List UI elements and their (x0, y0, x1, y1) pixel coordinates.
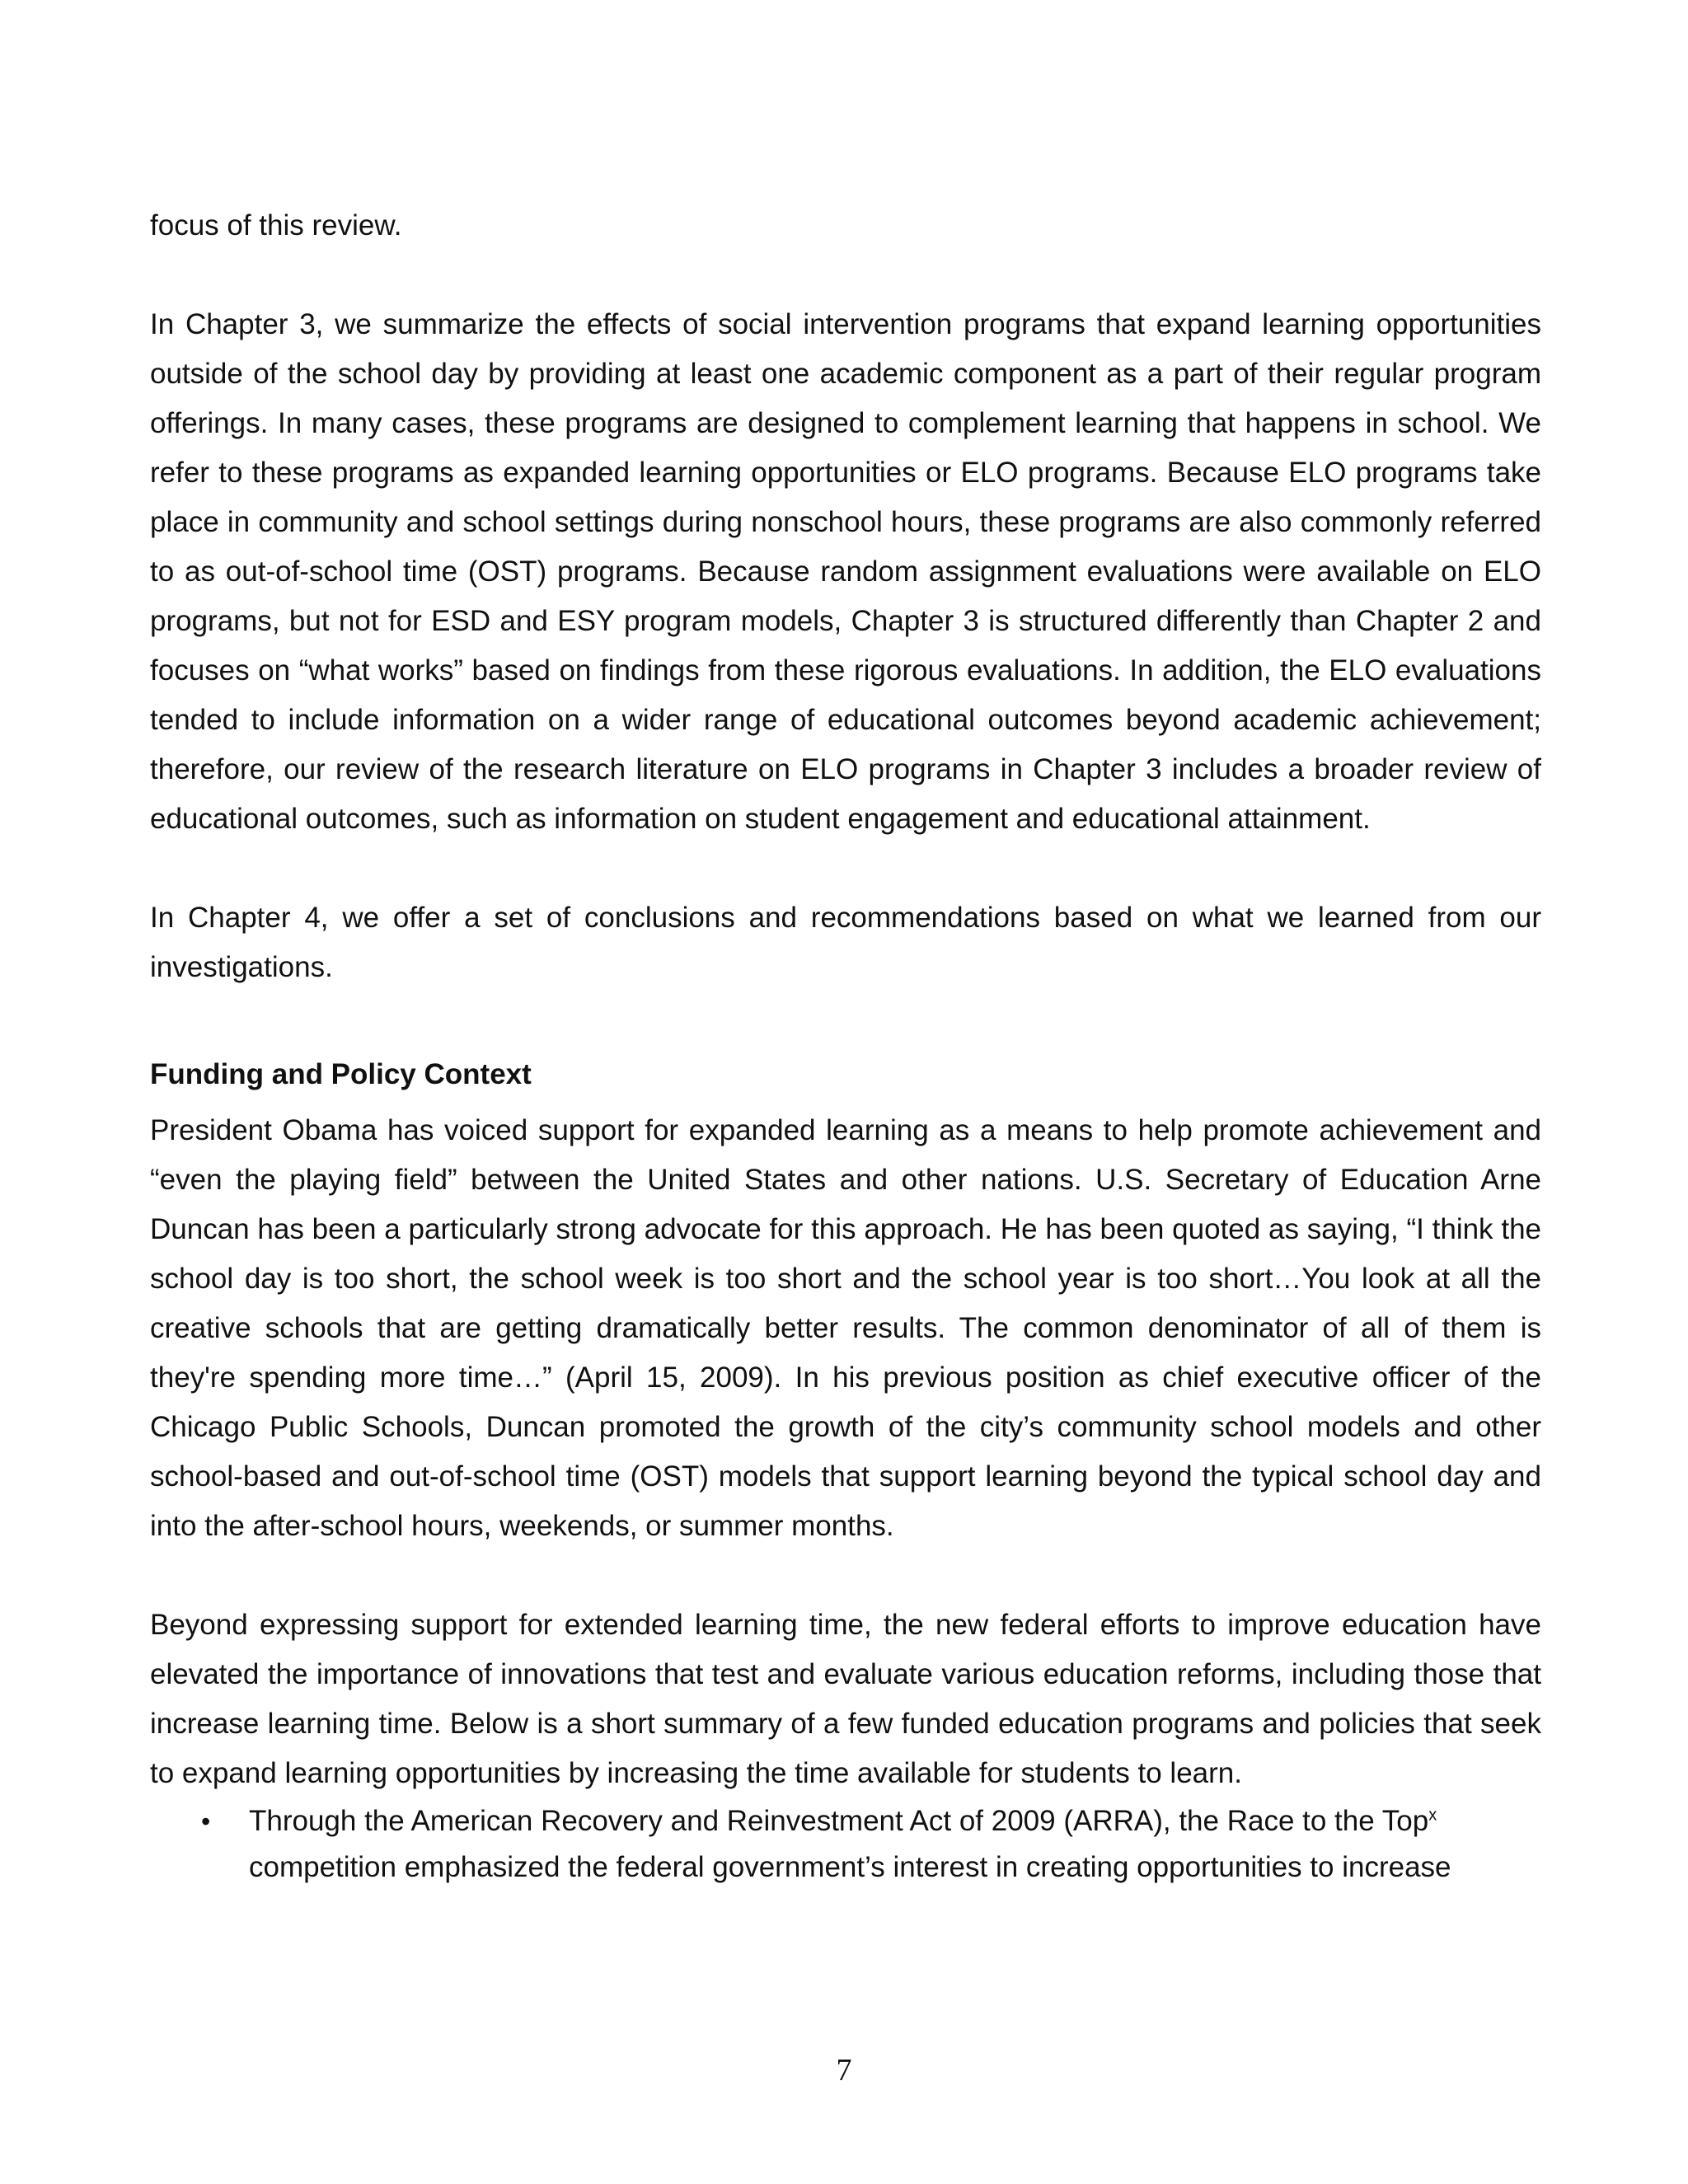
paragraph-continued: focus of this review. (150, 209, 402, 241)
bullet-marker: • (201, 1807, 211, 1836)
bullet-text-line-1: Through the American Recovery and Reinvestment Act of 2009 (ARRA), the Race to the Top (249, 1805, 1429, 1837)
bullet-text-line-2: competition emphasized the federal government’s interest in creating opportunities to increase (249, 1851, 1451, 1883)
footnote-reference[interactable]: x (1428, 1806, 1437, 1825)
paragraph-chapter-3: In Chapter 3, we summarize the effects of social intervention programs that expand learning opportunities outside of the school day by providing at least one academic component as a part of their regular program offerings. In many cases, these programs are designed to complement learning that happens in school. We refer to these programs as expanded learning opportunities or ELO programs. Because ELO programs take place in community and school settings during nonschool hours, these programs are also commonly referred to as out-of-school time (OST) programs. Because random assignment evaluations were available on ELO programs, but not for ESD and ESY program models, Chapter 3 is structured differently than Chapter 2 and focuses on “what works” based on findings from these rigorous evaluations. In addition, the ELO evaluations tended to include information on a wider range of educational outcomes beyond academic achievement; therefore, our review of the research literature on ELO programs in Chapter 3 includes a broader review of educational outcomes, such as information on student engagement and educational attainment. (150, 308, 1541, 835)
paragraph-chapter-4: In Chapter 4, we offer a set of conclusions and recommendations based on what we learned from our investigations. (150, 902, 1541, 983)
page-number: 7 (836, 2053, 852, 2088)
paragraph-federal-efforts: Beyond expressing support for extended learning time, the new federal efforts to improve education have elevated the importance of innovations that test and evaluate various education reforms, including those that increase learning time. Below is a short summary of a few funded education programs and policies that seek to expand learning opportunities by increasing the time available for students to learn. (150, 1609, 1541, 1789)
page-body (150, 201, 1541, 1891)
bullet-list (150, 1798, 1541, 1891)
section-heading: Funding and Policy Context (150, 1058, 532, 1090)
bullet-item (150, 1798, 1541, 1891)
paragraph-policy-support: President Obama has voiced support for expanded learning as a means to help promote achievement and “even the playing field” between the United States and other nations. U.S. Secretary of Education Arne Duncan has been a particularly strong advocate for this approach. He has been quoted as saying, “I think the school day is too short, the school week is too short and the school year is too short…You look at all the creative schools that are getting dramatically better results. The common denominator of all of them is they're spending more time…” (April 15, 2009). In his previous position as chief executive officer of the Chicago Public Schools, Duncan promoted the growth of the city’s community school models and other school-based and out-of-school time (OST) models that support learning beyond the typical school day and into the after-school hours, weekends, or summer months. (150, 1114, 1541, 1542)
